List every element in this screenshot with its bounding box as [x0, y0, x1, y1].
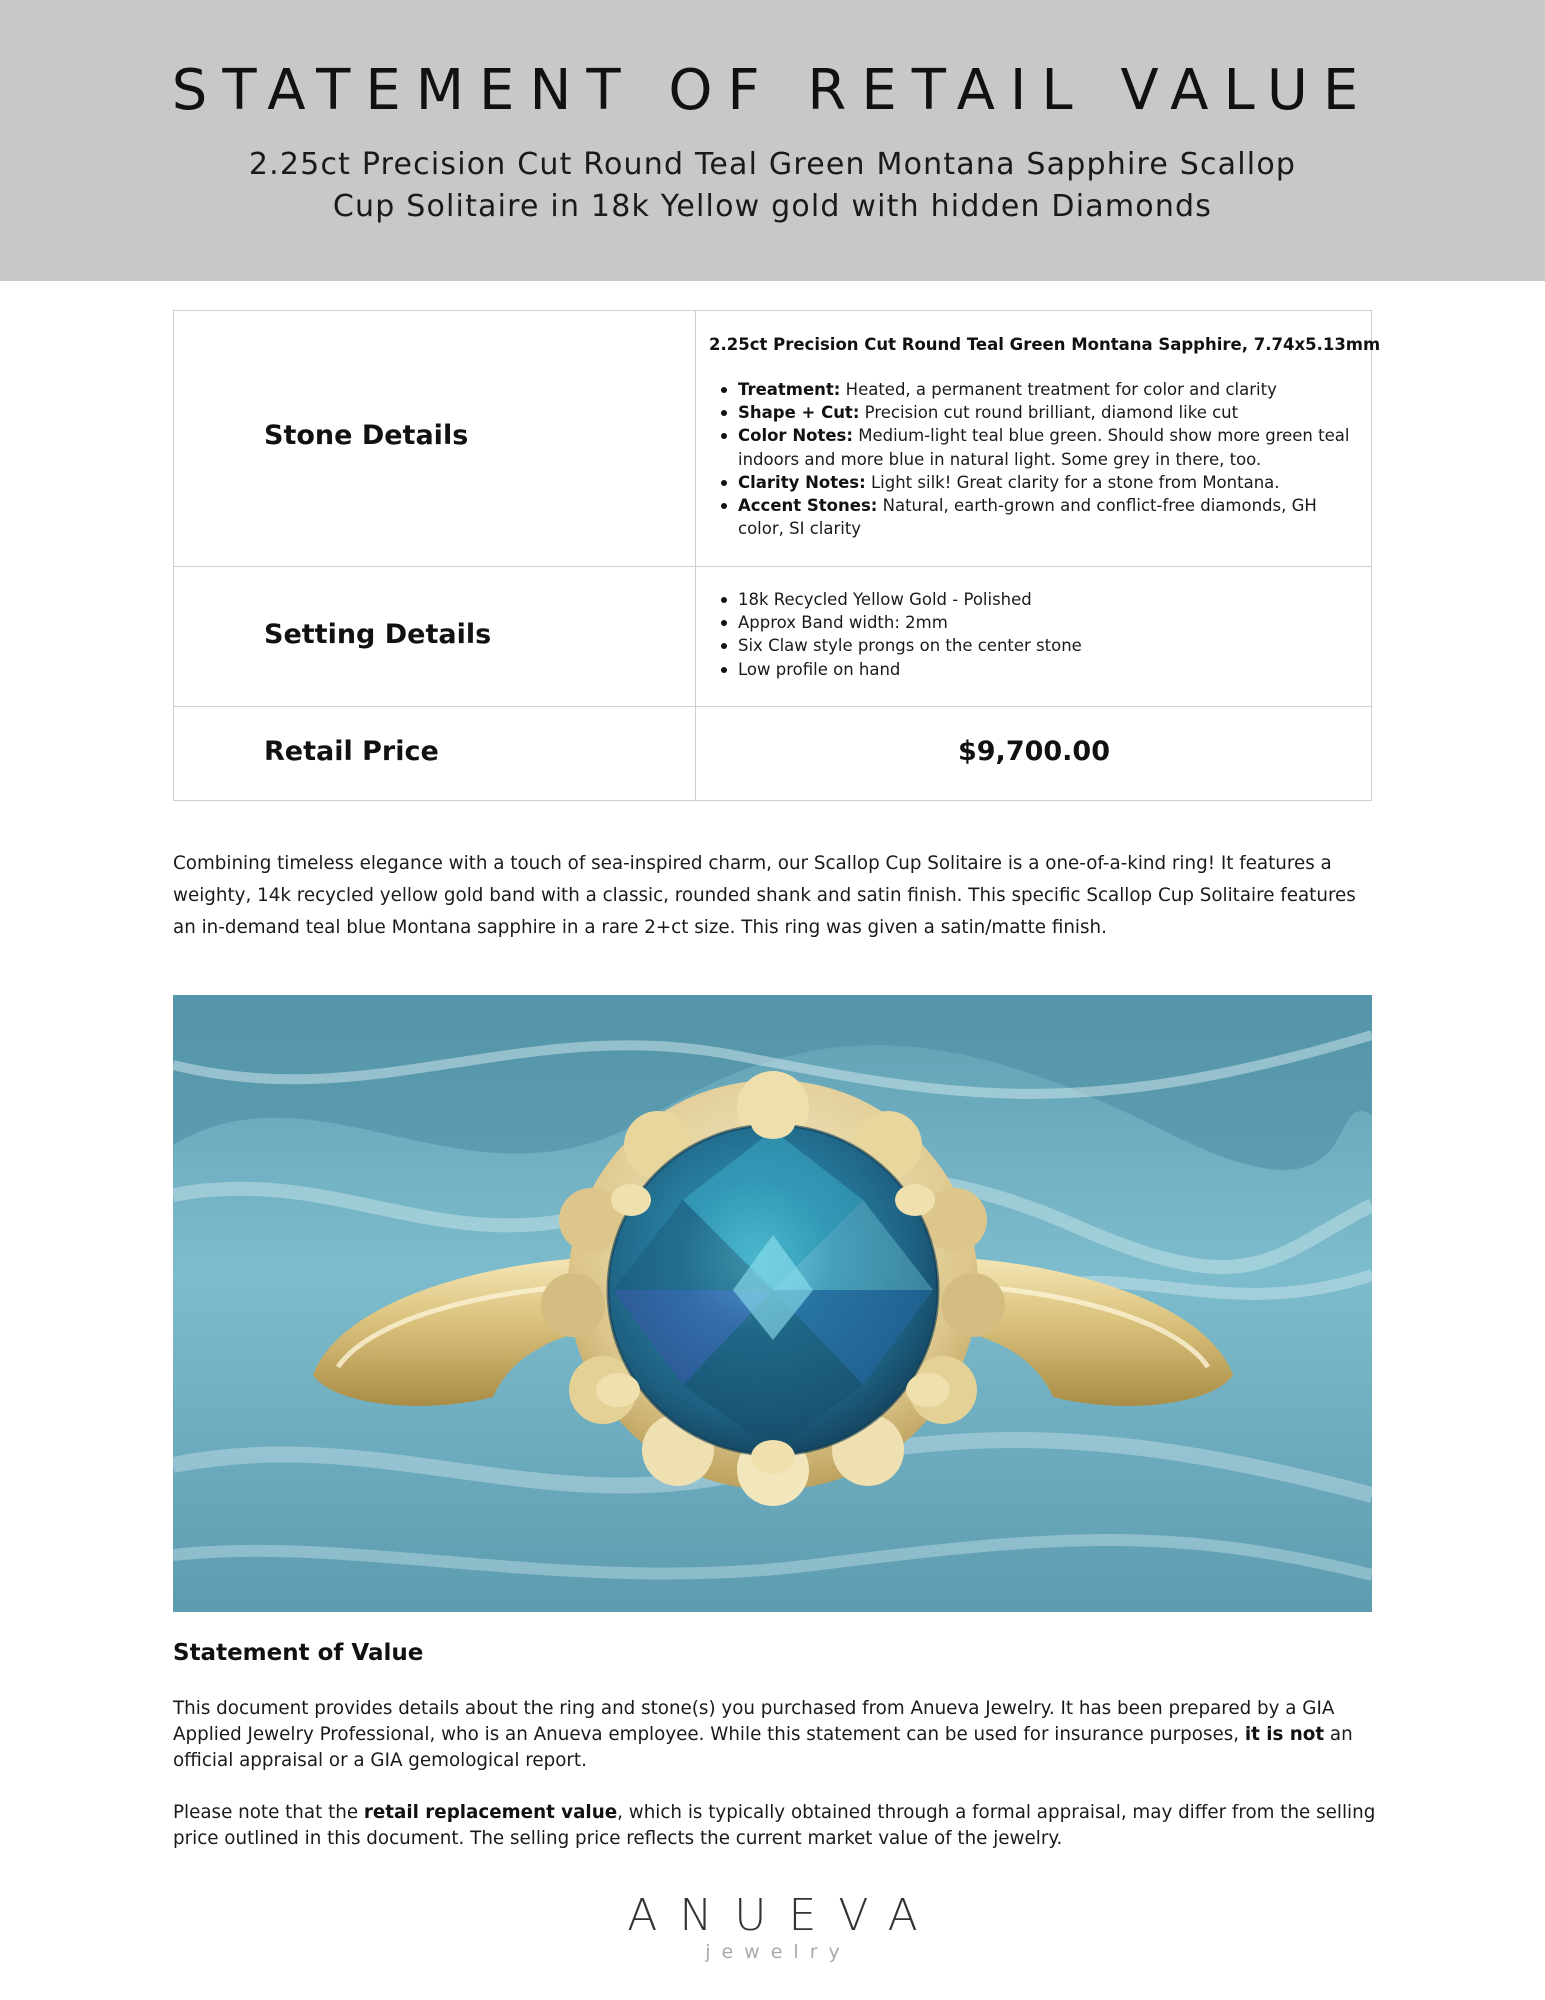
item-key: Shape + Cut: — [738, 403, 860, 423]
statement-heading: Statement of Value — [173, 1640, 424, 1666]
statement-paragraph-1 — [173, 1696, 1383, 1774]
item-text: Medium-light teal blue green. Should show more green teal indoors and more blue in natural light. Some grey in there, too. — [738, 426, 1350, 469]
details-table — [173, 310, 1381, 801]
list-item — [709, 424, 1359, 470]
subtitle-line-1: 2.25ct Precision Cut Round Teal Green Montana Sapphire Scallop — [248, 147, 1297, 182]
product-description: Combining timeless elegance with a touch of sea-inspired charm, our Scallop Cup Solitaire is a one-of-a-kind ring! It features a weighty, 14k recycled yellow gold band with a classic, rounded shank and satin finish. This specific Scallop Cup Solitaire features an in-demand teal blue Montana sapphire in a rare 2+ct size. This ring was given a satin/matte finish. — [173, 853, 1356, 938]
retail-price-label-cell — [174, 707, 696, 800]
statement-emphasis: retail replacement value — [363, 1802, 618, 1823]
stone-details-label-cell — [174, 311, 696, 566]
setting-details-list — [709, 588, 1359, 681]
list-item — [709, 494, 1359, 540]
statement-text: an official appraisal or a GIA gemological report. — [173, 1724, 1353, 1771]
document-subtitle — [180, 144, 1365, 228]
statement-text: , which is typically obtained through a formal appraisal, may differ from the selling price outlined in this document. The selling price reflects the current market value of the jewelry. — [173, 1802, 1376, 1849]
stone-details-list — [709, 378, 1359, 540]
item-key: Clarity Notes: — [738, 472, 866, 492]
logo-wordmark: ANUEVA — [627, 1890, 940, 1941]
statement-text: Please note that the — [173, 1802, 364, 1823]
statement-emphasis: it is not — [1244, 1724, 1325, 1745]
setting-details-value-cell — [697, 567, 1371, 706]
setting-details-label: Setting Details — [264, 619, 492, 650]
anueva-logo — [0, 1890, 1545, 1963]
setting-details-label-cell — [174, 567, 696, 706]
item-text: Precision cut round brilliant, diamond like cut — [859, 403, 1239, 423]
list-item — [709, 471, 1359, 494]
retail-price-value-cell — [697, 707, 1371, 800]
list-item — [709, 378, 1359, 401]
stone-details-row — [174, 311, 1381, 567]
statement-text: This document provides details about the ring and stone(s) you purchased from Anueva Jewelry. It has been prepared by a GIA Applied Jewelry Professional, who is an Anueva employee. While this statement can be used for insurance purposes, — [173, 1698, 1335, 1745]
list-item — [709, 401, 1359, 424]
retail-price-row — [174, 707, 1371, 800]
retail-price-value: $9,700.00 — [957, 736, 1111, 767]
header-banner — [0, 0, 1545, 281]
logo-tagline: jewelry — [705, 1941, 851, 1963]
stone-details-value-cell — [697, 311, 1381, 566]
statement-paragraph-2 — [173, 1800, 1383, 1852]
setting-details-row — [174, 567, 1371, 707]
item-key: Color Notes: — [738, 426, 853, 446]
subtitle-line-2: Cup Solitaire in 18k Yellow gold with hidden Diamonds — [332, 189, 1213, 224]
ring-photo — [173, 995, 1372, 1612]
stone-title: 2.25ct Precision Cut Round Teal Green Montana Sapphire, 7.74x5.13mm — [709, 335, 1381, 354]
document-title: STATEMENT OF RETAIL VALUE — [171, 58, 1374, 123]
ring-photo-illustration — [173, 995, 1372, 1612]
item-key: Treatment: — [738, 380, 841, 399]
item-key: Accent Stones: — [738, 496, 878, 516]
item-text: Light silk! Great clarity for a stone from Montana. — [865, 472, 1280, 492]
item-text: Heated, a permanent treatment for color and clarity — [840, 380, 1277, 399]
list-item: 18k Recycled Yellow Gold - Polished — [709, 588, 1359, 611]
stone-details-label: Stone Details — [264, 420, 469, 451]
list-item: Approx Band width: 2mm — [709, 611, 1359, 634]
list-item: Six Claw style prongs on the center stone — [709, 634, 1359, 657]
sapphire-stone — [608, 1125, 938, 1455]
retail-price-label: Retail Price — [264, 736, 439, 767]
list-item: Low profile on hand — [709, 658, 1359, 681]
item-text: Natural, earth-grown and conflict-free diamonds, GH color, SI clarity — [738, 496, 1317, 539]
